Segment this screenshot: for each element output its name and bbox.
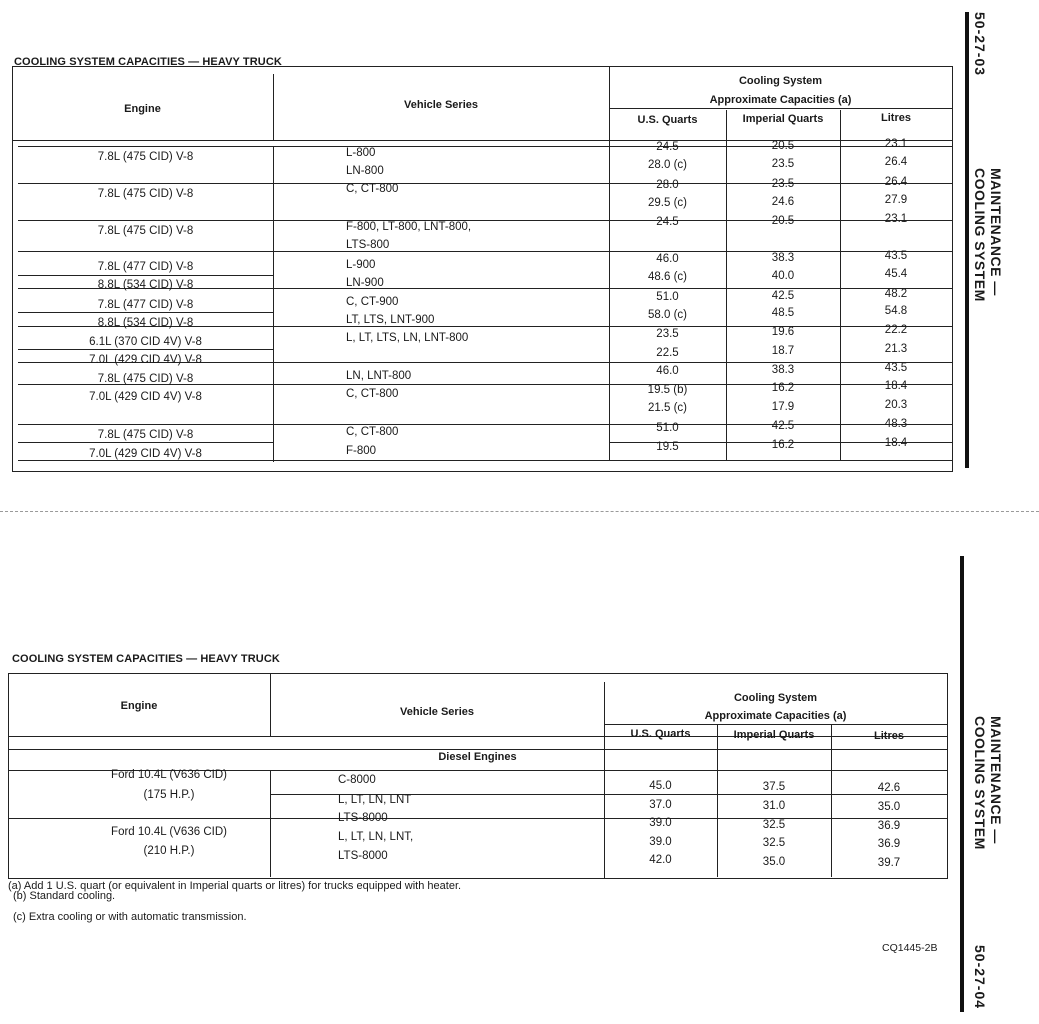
top-litres-cell: 23.1 [884,213,908,225]
top-series-cell: C, CT-800 [346,388,399,400]
top-litres-cell: 22.2 [884,324,908,336]
bottom-series-cell: LTS-8000 [338,850,388,862]
top-us-quarts-cell: 19.5 [656,441,679,453]
bottom-imperial-quarts-cell: 32.5 [762,837,786,849]
top-litres-cell: 20.3 [884,399,908,411]
figure-code: CQ1445-2B [882,942,938,954]
top-imperial-quarts-cell: 16.2 [771,382,795,394]
top-page-number: 50-27-03 [972,12,988,77]
top-litres-cell: 26.4 [884,176,908,188]
top-us-quarts-cell: 46.0 [656,253,679,265]
top-us-quarts-cell: 24.5 [656,141,679,153]
bottom-engine-cell: Ford 10.4L (V636 CID) [111,826,227,838]
bottom-us-quarts-cell: 39.0 [649,836,672,848]
top-engine-cell: 7.8L (475 CID) V-8 [97,188,194,200]
bottom-imperial-quarts-cell: 37.5 [762,781,786,793]
top-series-cell: C, CT-800 [346,426,399,438]
top-series-cell: F-800 [346,445,377,457]
bottom-engine-cell: (175 H.P.) [143,789,195,801]
bottom-litres-cell: 36.9 [877,820,901,832]
bottom-header-engine: Engine [120,700,158,712]
bottom-header-litres: Litres [874,730,904,742]
top-us-quarts-cell: 48.6 (c) [648,271,687,283]
bottom-series-cell: L, LT, LN, LNT, [338,831,414,843]
top-series-cell: F-800, LT-800, LNT-800, [346,221,472,233]
bottom-engine-cell: (210 H.P.) [143,845,195,857]
top-us-quarts-cell: 28.0 [656,179,679,191]
bottom-us-quarts-cell: 45.0 [649,780,672,792]
bottom-header-cooling-system: Cooling System [733,692,818,704]
bottom-litres-cell: 39.7 [877,857,901,869]
footnote-a: (a) Add 1 U.S. quart (or equivalent in Imperial quarts or litres) for trucks equipped with heater. [8,880,462,892]
bottom-series-cell: C-8000 [338,774,376,786]
bottom-page-number: 50-27-04 [972,945,988,1010]
bottom-table-title: COOLING SYSTEM CAPACITIES — HEAVY TRUCK [12,653,280,665]
top-series-cell: LN-800 [346,165,384,177]
top-us-quarts-cell: 29.5 (c) [648,197,687,209]
bottom-imperial-quarts-cell: 32.5 [762,819,786,831]
top-imperial-quarts-cell: 20.5 [771,140,795,152]
bottom-litres-cell: 35.0 [877,801,901,813]
bottom-litres-cell: 36.9 [877,838,901,850]
top-engine-cell: 7.8L (475 CID) V-8 [97,225,194,237]
top-engine-cell: 8.8L (534 CID) V-8 [97,317,194,329]
top-us-quarts-cell: 28.0 (c) [648,159,687,171]
bottom-header-vehicle-series: Vehicle Series [400,706,474,718]
top-engine-cell: 7.8L (477 CID) V-8 [97,261,194,273]
bottom-imperial-quarts-cell: 35.0 [762,856,786,868]
bottom-imperial-quarts-cell: 31.0 [762,800,786,812]
top-header-litres: Litres [881,112,911,124]
top-us-quarts-cell: 46.0 [656,365,679,377]
top-imperial-quarts-cell: 38.3 [771,364,795,376]
bottom-header-imperial-quarts: Imperial Quarts [733,729,815,741]
bottom-series-cell: LTS-8000 [338,812,388,824]
top-imperial-quarts-cell: 23.5 [771,158,795,170]
top-imperial-quarts-cell: 40.0 [771,270,795,282]
top-engine-cell: 7.8L (477 CID) V-8 [97,299,194,311]
top-series-cell: LTS-800 [346,239,390,251]
top-us-quarts-cell: 21.5 (c) [648,402,687,414]
top-header-engine: Engine [124,103,161,115]
bottom-us-quarts-cell: 42.0 [649,854,672,866]
top-us-quarts-cell: 24.5 [656,216,679,228]
bottom-us-quarts-cell: 39.0 [649,817,672,829]
top-us-quarts-cell: 19.5 (b) [647,384,688,396]
top-engine-cell: 8.8L (534 CID) V-8 [97,279,194,291]
top-series-cell: C, CT-900 [346,296,399,308]
footnote-b: (b) Standard cooling. [13,890,116,902]
bottom-header-us-quarts: U.S. Quarts [630,728,691,740]
footnote-c: (c) Extra cooling or with automatic transmission. [13,911,247,923]
top-litres-cell: 54.8 [884,305,908,317]
top-imperial-quarts-cell: 24.6 [771,196,795,208]
top-side-rule [965,12,969,468]
top-litres-cell: 21.3 [884,343,908,355]
top-imperial-quarts-cell: 19.6 [771,326,795,338]
top-litres-cell: 48.3 [884,418,908,430]
top-imperial-quarts-cell: 48.5 [771,307,795,319]
top-us-quarts-cell: 51.0 [656,422,679,434]
top-imperial-quarts-cell: 38.3 [771,252,795,264]
top-litres-cell: 43.5 [884,362,908,374]
top-litres-cell: 18.4 [884,437,908,449]
top-engine-cell: 7.0L (429 CID 4V) V-8 [89,391,202,403]
top-header-vehicle-series: Vehicle Series [404,99,478,111]
top-series-cell: LN-900 [346,277,384,289]
top-imperial-quarts-cell: 42.5 [771,420,795,432]
page-separator [0,511,1039,512]
top-litres-cell: 18.4 [884,380,908,392]
top-litres-cell: 27.9 [884,194,908,206]
top-us-quarts-cell: 23.5 [656,328,679,340]
top-engine-cell: 7.0L (429 CID 4V) V-8 [89,354,202,366]
top-us-quarts-cell: 22.5 [656,347,679,359]
bottom-section-diesel-engines: Diesel Engines [438,751,517,763]
top-us-quarts-cell: 51.0 [656,291,679,303]
bottom-engine-cell: Ford 10.4L (V636 CID) [111,769,227,781]
bottom-header-approx-capacities: Approximate Capacities (a) [704,710,847,722]
top-engine-cell: 7.8L (475 CID) V-8 [97,373,194,385]
bottom-series-cell: L, LT, LN, LNT [338,794,412,806]
top-engine-cell: 7.8L (475 CID) V-8 [97,151,194,163]
top-imperial-quarts-cell: 42.5 [771,290,795,302]
top-us-quarts-cell: 58.0 (c) [648,309,687,321]
top-header-us-quarts: U.S. Quarts [637,114,698,126]
bottom-us-quarts-cell: 37.0 [649,799,672,811]
bottom-side-rule [960,556,964,1012]
top-side-section-label: MAINTENANCE — COOLING SYSTEM [972,168,1004,302]
top-litres-cell: 26.4 [884,156,908,168]
top-series-cell: LN, LNT-800 [346,370,412,382]
top-imperial-quarts-cell: 17.9 [771,401,795,413]
top-litres-cell: 43.5 [884,250,908,262]
top-header-approx-capacities: Approximate Capacities (a) [709,94,852,106]
top-litres-cell: 23.1 [884,138,908,150]
top-series-cell: C, CT-800 [346,183,399,195]
top-series-cell: L-800 [346,147,376,159]
top-imperial-quarts-cell: 18.7 [771,345,795,357]
top-engine-cell: 6.1L (370 CID 4V) V-8 [89,336,202,348]
top-litres-cell: 45.4 [884,268,908,280]
top-table-title: COOLING SYSTEM CAPACITIES — HEAVY TRUCK [14,56,282,68]
bottom-side-section-label: MAINTENANCE — COOLING SYSTEM [972,716,1004,850]
top-series-cell: LT, LTS, LNT-900 [346,314,435,326]
bottom-litres-cell: 42.6 [877,782,901,794]
top-engine-cell: 7.8L (475 CID) V-8 [97,429,194,441]
top-engine-cell: 7.0L (429 CID 4V) V-8 [89,448,202,460]
top-header-imperial-quarts: Imperial Quarts [742,113,824,125]
top-litres-cell: 48.2 [884,288,908,300]
top-series-cell: L-900 [346,259,376,271]
top-imperial-quarts-cell: 16.2 [771,439,795,451]
top-imperial-quarts-cell: 20.5 [771,215,795,227]
top-imperial-quarts-cell: 23.5 [771,178,795,190]
top-header-cooling-system: Cooling System [738,75,823,87]
top-series-cell: L, LT, LTS, LN, LNT-800 [346,332,469,344]
